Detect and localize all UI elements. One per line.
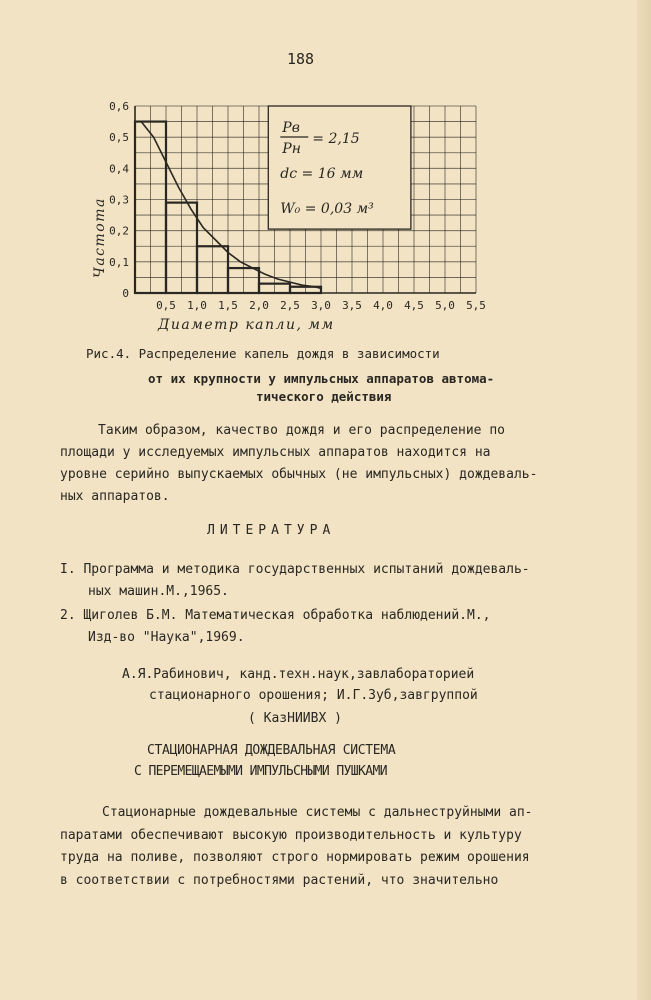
references-heading: ЛИТЕРАТУРА xyxy=(207,523,336,538)
x-tick-label: 3,5 xyxy=(342,299,362,312)
ratio-value: = 2,15 xyxy=(312,131,360,147)
x-tick-label: 3,0 xyxy=(311,299,331,312)
paragraph-1-line-3: уровне серийно выпускаемых обычных (не импульсных) дождеваль- xyxy=(60,467,538,482)
article-title-line-2: С ПЕРЕМЕЩАЕМЫМИ ИМПУЛЬСНЫМИ ПУШКАМИ xyxy=(134,764,387,779)
authors-line-2: стационарного орошения; И.Г.Зуб,завгруппой xyxy=(149,688,478,703)
volume-value: W₀ = 0,03 м³ xyxy=(280,201,374,217)
page-number: 188 xyxy=(287,50,315,68)
reference-2-line-2: Изд-во "Наука",1969. xyxy=(88,630,245,645)
ratio-numerator: Pв xyxy=(282,120,300,136)
drop-size-chart xyxy=(92,98,500,334)
x-tick-label: 4,0 xyxy=(373,299,393,312)
article-title-line-1: СТАЦИОНАРНАЯ ДОЖДЕВАЛЬНАЯ СИСТЕМА xyxy=(147,743,396,758)
x-tick-label: 4,5 xyxy=(404,299,424,312)
y-tick-label: 0,3 xyxy=(109,193,129,207)
reference-1-line-1: I. Программа и методика государственных испытаний дождеваль- xyxy=(60,562,530,577)
figure-caption-line-2: от их крупности у импульсных аппаратов автома- xyxy=(148,371,495,386)
page-edge xyxy=(637,0,651,1000)
paragraph-1-line-2: площади у исследуемых импульсных аппаратов находится на xyxy=(60,445,491,460)
x-tick-label: 1,0 xyxy=(187,299,207,312)
y-tick-label: 0,1 xyxy=(109,255,129,269)
y-tick-label: 0 xyxy=(122,287,129,300)
x-axis-title: Диаметр капли, мм xyxy=(158,317,335,333)
paragraph-1-line-1: Таким образом, качество дождя и его распределение по xyxy=(98,423,505,438)
x-tick-label: 5,5 xyxy=(466,299,486,312)
y-tick-label: 0,5 xyxy=(109,131,129,145)
y-axis-title: Частота xyxy=(92,197,108,278)
institution: ( КазНИИВХ ) xyxy=(248,711,342,726)
x-tick-label: 1,5 xyxy=(218,299,238,312)
x-tick-label: 2,0 xyxy=(249,299,269,312)
y-tick-label: 0,6 xyxy=(109,100,129,113)
authors-line-1: А.Я.Рабинович, канд.техн.наук,завлабораторией xyxy=(122,667,475,682)
reference-1-line-2: ных машин.М.,1965. xyxy=(88,584,229,599)
figure-caption-line-3: тического действия xyxy=(256,389,392,404)
paragraph-2-line-1: Стационарные дождевальные системы с дальнеструйными ап- xyxy=(102,805,533,820)
y-tick-label: 0,2 xyxy=(109,224,129,238)
paragraph-2-line-3: труда на поливе, позволяют строго нормировать режим орошения xyxy=(60,850,530,865)
ratio-denominator: Pн xyxy=(282,141,301,157)
paragraph-2-line-4: в соответствии с потребностями растений, что значительно xyxy=(60,873,499,888)
x-tick-label: 0,5 xyxy=(156,299,176,312)
reference-2-line-1: 2. Щиголев Б.М. Математическая обработка наблюдений.М., xyxy=(60,608,491,623)
nozzle-diameter: dс = 16 мм xyxy=(280,166,364,182)
paragraph-1-line-4: ных аппаратов. xyxy=(60,489,170,504)
figure-caption-line-1: Рис.4. Распределение капель дождя в зависимости xyxy=(86,346,440,361)
y-tick-label: 0,4 xyxy=(109,162,129,176)
x-tick-label: 5,0 xyxy=(435,299,455,312)
x-tick-label: 2,5 xyxy=(280,299,300,312)
paragraph-2-line-2: паратами обеспечивают высокую производительность и культуру xyxy=(60,828,522,843)
